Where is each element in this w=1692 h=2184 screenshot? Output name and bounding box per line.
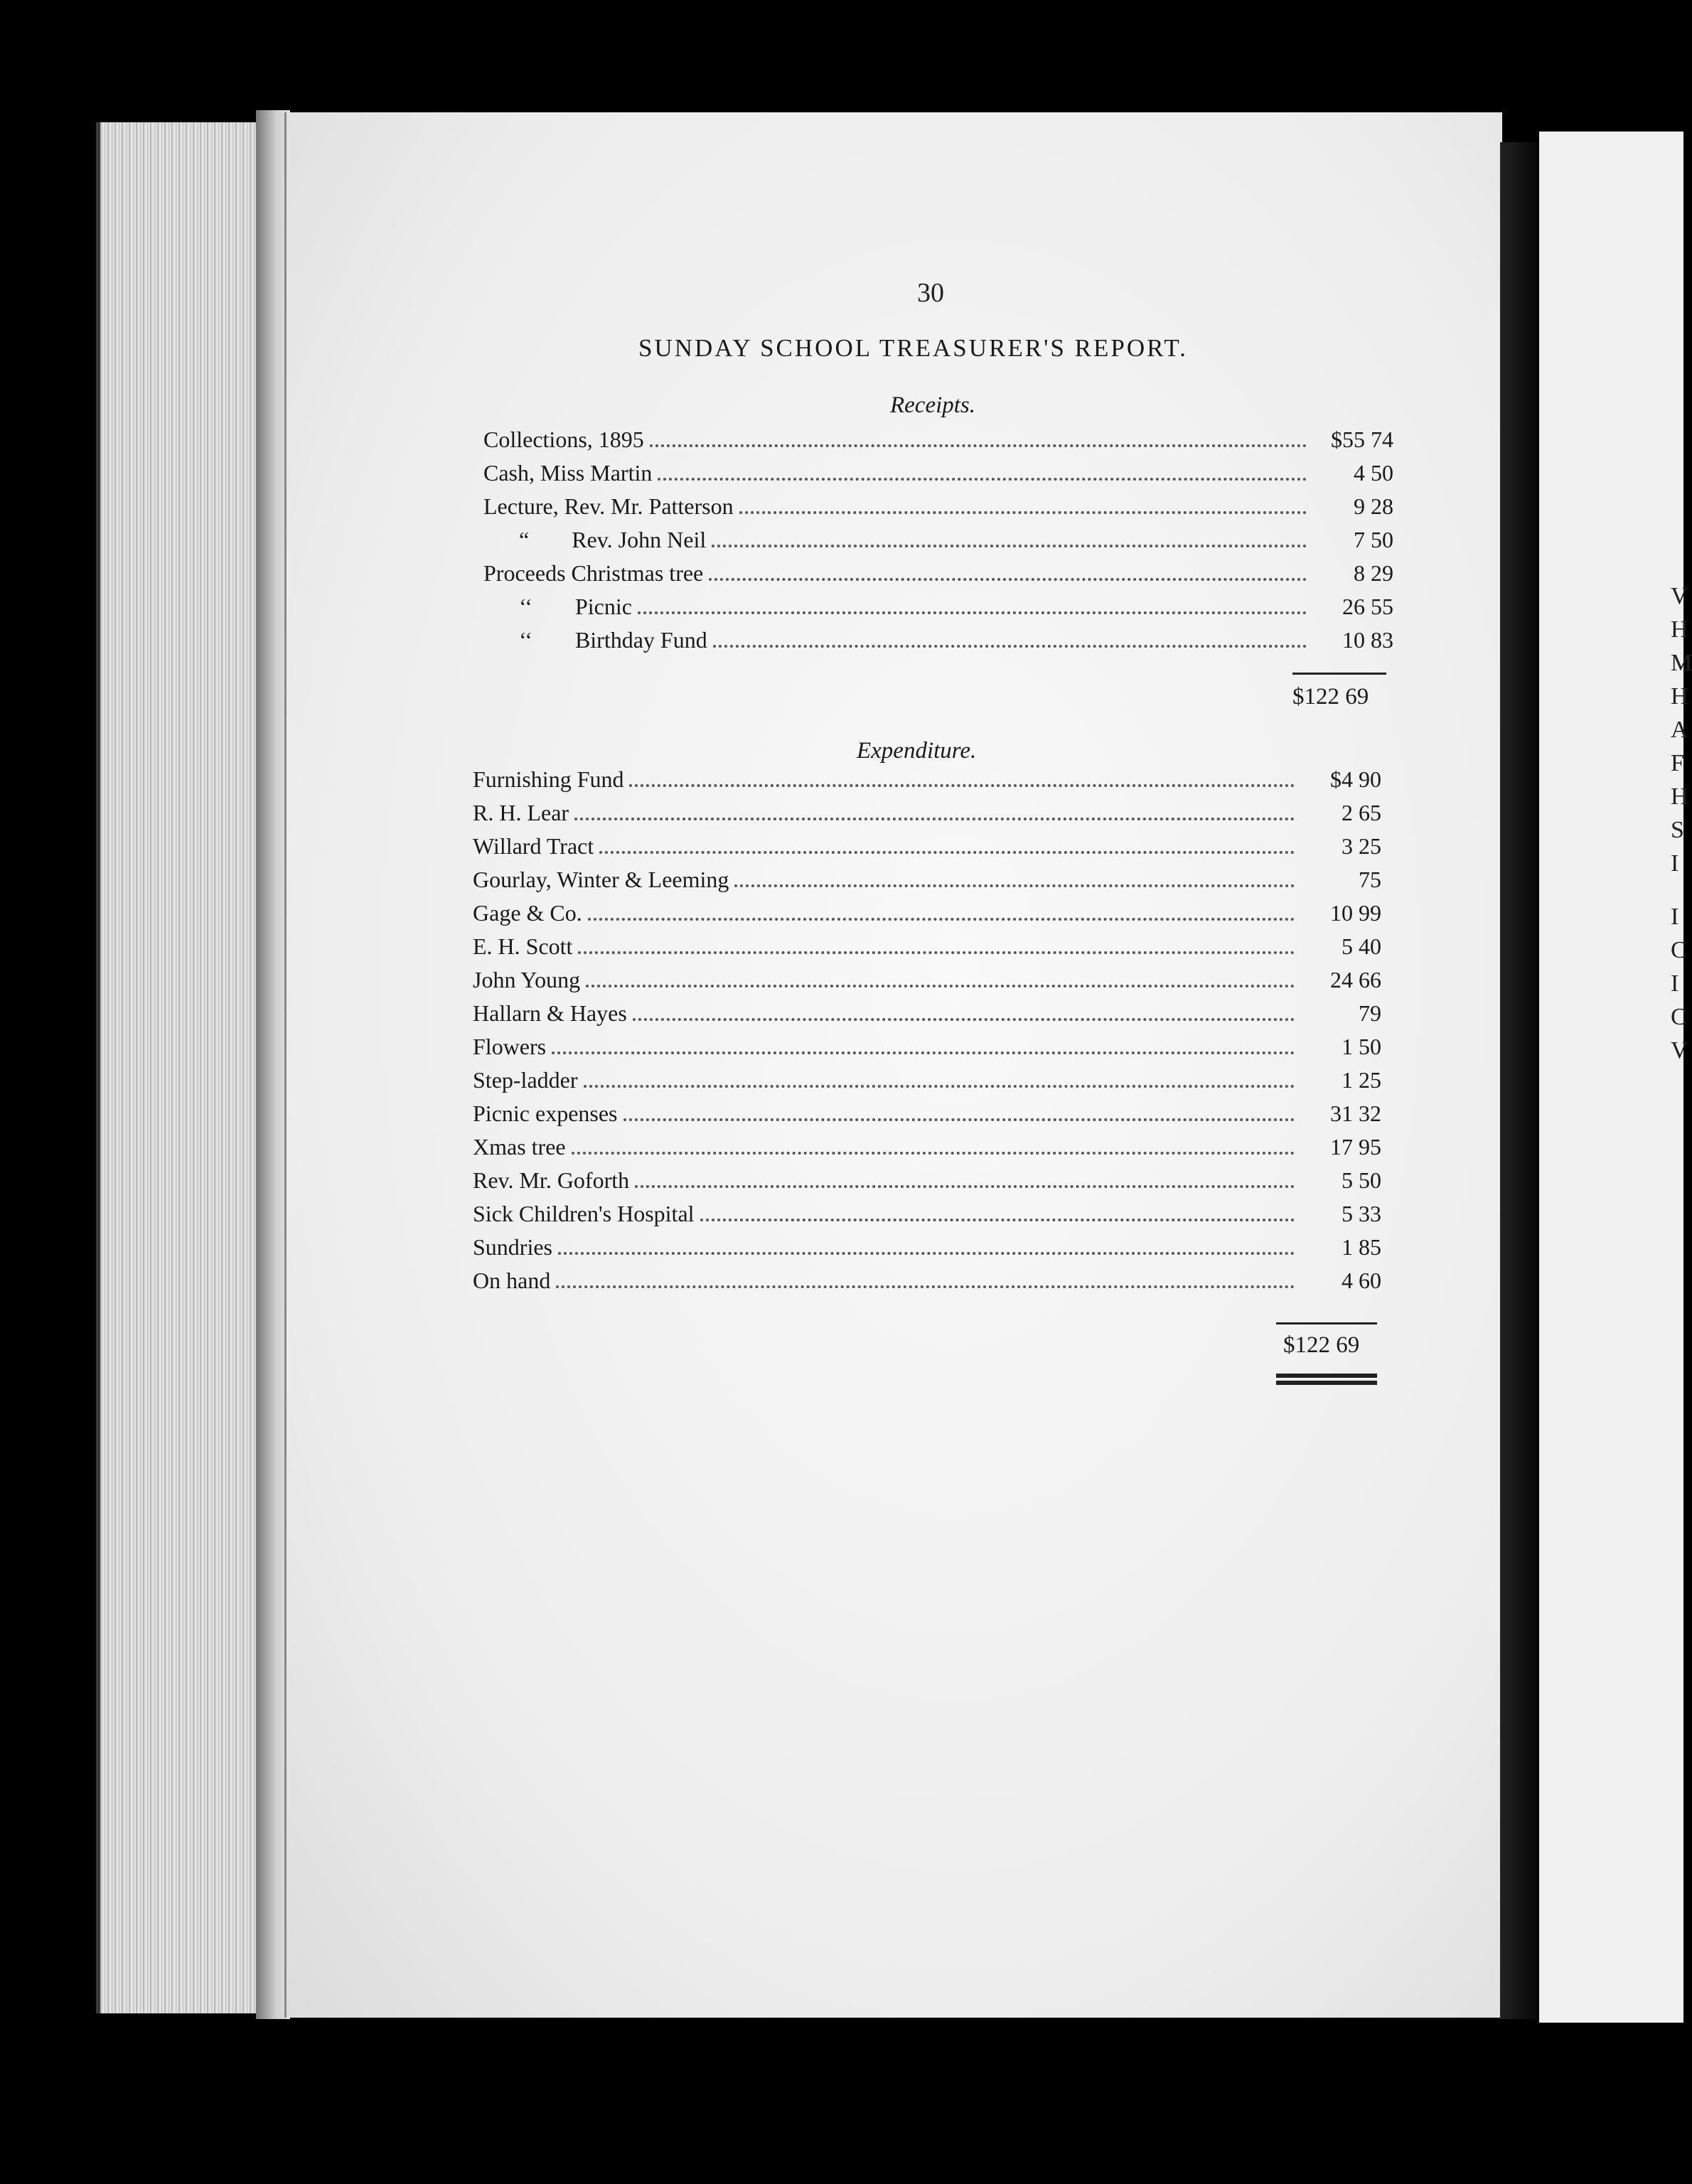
dot-leader (623, 1118, 1295, 1121)
ledger-row (473, 933, 1381, 967)
ledger-row (473, 1134, 1381, 1167)
ledger-amount: 17 95 (1330, 1134, 1381, 1160)
ledger-label: Rev. Mr. Goforth (473, 1167, 630, 1193)
ledger-row (483, 627, 1393, 660)
ledger-label: Hallarn & Hayes (473, 1000, 627, 1026)
dot-leader (712, 545, 1307, 547)
ledger-row (473, 1234, 1381, 1268)
ledger-row (473, 1201, 1381, 1234)
ledger-row (483, 527, 1393, 560)
margin-letter: F (1671, 750, 1684, 776)
ledger-amount: 4 50 (1354, 460, 1393, 486)
ledger-amount: 1 50 (1342, 1034, 1381, 1059)
ledger-amount: 24 66 (1330, 967, 1381, 992)
ledger-label: Lecture, Rev. Mr. Patterson (483, 493, 734, 519)
margin-letter: H (1671, 616, 1688, 643)
dot-leader (739, 511, 1307, 514)
ledger-row (483, 594, 1393, 627)
ledger-label: Furnishing Fund (473, 766, 624, 792)
ledger-label: Step-ladder (473, 1067, 578, 1093)
receipts-total-rule (1292, 673, 1386, 675)
ledger-amount: 31 32 (1330, 1101, 1381, 1126)
expenditure-double-rule-top (1276, 1374, 1377, 1378)
ledger-amount: 26 55 (1342, 594, 1393, 619)
margin-letter: M (1671, 650, 1692, 676)
ledger-row (483, 560, 1393, 594)
ledger-amount: 3 25 (1342, 833, 1381, 859)
dot-leader (658, 478, 1307, 481)
ledger-label: Gage & Co. (473, 900, 582, 926)
dot-leader (638, 611, 1307, 614)
ledger-row (473, 967, 1381, 1000)
ledger-amount: 10 83 (1342, 627, 1393, 653)
ledger-amount: $4 90 (1330, 766, 1381, 792)
ledger-label: R. H. Lear (473, 800, 569, 825)
ditto-mark: ‘‘ (519, 627, 532, 653)
ledger-row (483, 460, 1393, 493)
ditto-mark: “ (519, 527, 530, 552)
ledger-label: Willard Tract (473, 833, 594, 859)
ditto-mark: ‘‘ (519, 594, 532, 619)
page-number: 30 (917, 278, 944, 308)
ledger-amount: 79 (1359, 1000, 1381, 1026)
ledger-label: Sick Children's Hospital (473, 1201, 695, 1226)
expenditure-total-rule (1276, 1322, 1377, 1324)
ledger-amount: 10 99 (1330, 900, 1381, 926)
ledger-label: Proceeds Christmas tree (483, 560, 704, 586)
dot-leader (584, 1085, 1295, 1088)
page-title: SUNDAY SCHOOL TREASURER'S REPORT. (638, 334, 1188, 362)
margin-letter: I (1671, 970, 1679, 997)
dot-leader (572, 1152, 1295, 1155)
ledger-label: Picnic expenses (473, 1101, 618, 1126)
ledger-label: Xmas tree (473, 1134, 566, 1160)
expenditure-double-rule-bottom (1276, 1381, 1377, 1385)
ledger-label: Collections, 1895 (483, 427, 644, 452)
ledger-amount: 5 33 (1342, 1201, 1381, 1226)
ledger-label: John Young (473, 967, 581, 992)
ledger-label: Rev. John Neil (572, 527, 707, 552)
dot-leader (633, 1018, 1295, 1021)
dot-leader (700, 1219, 1295, 1221)
dot-leader (734, 884, 1295, 887)
ledger-amount: 5 50 (1342, 1167, 1381, 1193)
ledger-label: Birthday Fund (574, 627, 707, 653)
dot-leader (586, 985, 1295, 987)
dot-leader (588, 918, 1295, 921)
expenditure-list (473, 766, 1381, 1301)
dot-leader (556, 1285, 1295, 1288)
ledger-amount: 1 25 (1342, 1067, 1381, 1093)
receipts-total: $122 69 (1292, 684, 1369, 710)
dot-leader (578, 951, 1295, 954)
dot-leader (558, 1252, 1295, 1255)
ledger-row (473, 1101, 1381, 1134)
ledger-row (483, 427, 1393, 460)
ledger-amount: 5 40 (1342, 933, 1381, 959)
ledger-row (473, 1167, 1381, 1201)
ledger-amount: 7 50 (1354, 527, 1393, 552)
margin-letter: V (1671, 1037, 1688, 1064)
ledger-label: Flowers (473, 1034, 547, 1059)
ledger-amount: 9 28 (1354, 493, 1393, 519)
margin-letter: A (1671, 717, 1688, 743)
margin-letter: C (1671, 1004, 1687, 1030)
dot-leader (574, 818, 1295, 820)
dot-leader (635, 1185, 1295, 1188)
ledger-amount: 2 65 (1342, 800, 1381, 825)
ledger-row (473, 867, 1381, 900)
ledger-row (473, 1268, 1381, 1301)
dot-leader (599, 851, 1295, 854)
margin-letter: H (1671, 683, 1688, 710)
ledger-amount: 75 (1359, 867, 1381, 892)
dot-leader (650, 444, 1307, 447)
ledger-row (473, 833, 1381, 867)
book-page-edges (96, 122, 260, 2013)
ledger-row (473, 1034, 1381, 1067)
ledger-label: Sundries (473, 1234, 552, 1260)
ledger-label: On hand (473, 1268, 551, 1293)
margin-letter: C (1671, 937, 1687, 963)
expenditure-heading: Expenditure. (857, 738, 977, 764)
dot-leader (713, 645, 1307, 648)
ledger-label: Gourlay, Winter & Leeming (473, 867, 729, 892)
book-spine-shadow (1500, 142, 1539, 2019)
ledger-label: Cash, Miss Martin (483, 460, 653, 486)
margin-letter: I (1671, 904, 1679, 930)
ledger-row (473, 1067, 1381, 1101)
receipts-list (483, 427, 1393, 660)
ledger-row (483, 493, 1393, 527)
ledger-label: Picnic (574, 594, 632, 619)
ledger-row (473, 1000, 1381, 1034)
margin-letter: I (1671, 850, 1679, 877)
margin-letter: V (1671, 583, 1688, 609)
ledger-row (473, 900, 1381, 933)
facing-page (1539, 132, 1692, 2023)
dot-leader (629, 784, 1295, 787)
expenditure-total: $122 69 (1283, 1332, 1360, 1358)
dot-leader (709, 578, 1307, 581)
facing-page-margin-letters (1671, 579, 1692, 1067)
ledger-row (473, 800, 1381, 833)
dot-leader (552, 1051, 1295, 1054)
margin-letter: S (1671, 817, 1684, 843)
margin-letter: H (1671, 783, 1688, 810)
ledger-amount: 8 29 (1354, 560, 1393, 586)
ledger-amount: 1 85 (1342, 1234, 1381, 1260)
receipts-heading: Receipts. (890, 392, 976, 418)
ledger-row (473, 766, 1381, 800)
ledger-label: E. H. Scott (473, 933, 573, 959)
ledger-amount: $55 74 (1331, 427, 1393, 452)
ledger-amount: 4 60 (1342, 1268, 1381, 1293)
